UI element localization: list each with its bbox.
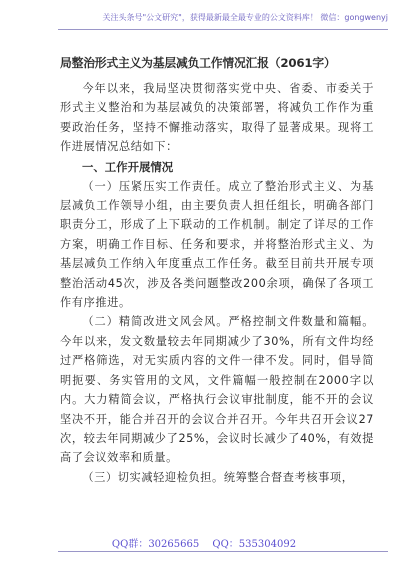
footer-qq-group: QQ群：30265665 [111, 539, 200, 550]
footer-contact [0, 535, 408, 550]
footer-qq: QQ：535304092 [212, 539, 297, 550]
document-body [60, 55, 374, 487]
paragraph-style: （二）精简改进文风会风。严格控制文件数量和篇幅。今年以来，发文数量较去年同期减少了30%，所有文件均经过严格筛选，对无实质内容的文件一律不发。同时，倡导简明扼要、务实管用的文风，文件篇幅一般控制在2000字以内。大力精简会议，严格执行会议审批制度，能不开的会议坚决不开，能合并召开的会议合并召开。今年共召开会议27次，较去年同期减少了25%，会议时长减少了40%，有效提高了会议效率和质量。 [60, 315, 374, 465]
paragraph-inspection: （三）切实减轻迎检负担。统筹整合督查考核事项， [82, 470, 354, 484]
document-title: 局整治形式主义为基层减负工作情况汇报（2061字） [60, 56, 336, 70]
intro-paragraph: 今年以来，我局坚决贯彻落实党中央、省委、市委关于形式主义整治和为基层减负的决策部署，将减负工作作为重要政治任务，坚持不懈推动落实，取得了显著成果。现将工作进展情况总结如下： [60, 82, 374, 154]
footer-divider [58, 551, 388, 552]
header-banner: 关注头条号"公文研究"，获得最新最全最专业的公文资料库！ 微信：gongwenyj [102, 13, 388, 22]
header-divider [58, 29, 388, 30]
paragraph-responsibility: （一）压紧压实工作责任。成立了整治形式主义、为基层减负工作领导小组，由主要负责人担任组长，明确各部门职责分工，形成了上下联动的工作机制。制定了详尽的工作方案，明确工作目标、任务和要求，并将整治形式主义、为基层减负工作纳入年度重点工作任务。截至目前共开展专项整治活动45次，涉及各类问题整改200余项，确保了各项工作有序推进。 [60, 179, 374, 310]
section-heading: 一、工作开展情况 [82, 159, 174, 174]
